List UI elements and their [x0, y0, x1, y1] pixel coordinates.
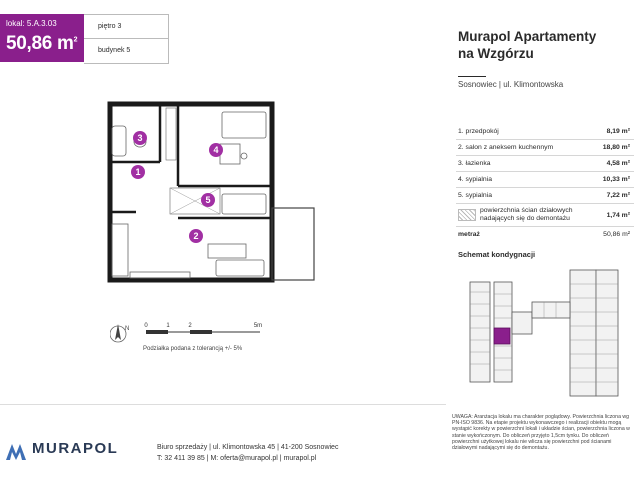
sales-office-address: Biuro sprzedaży | ul. Klimontowska 45 | 41-200 Sosnowiec — [157, 444, 339, 451]
unit-area-value: 50,86 — [6, 33, 53, 54]
room-number-4: 4 — [213, 145, 219, 155]
highlighted-unit-marker — [494, 328, 510, 344]
scale-tick: 0 — [144, 323, 148, 329]
scale-tolerance-note: Podziałka podana z tolerancją +/- 5% — [143, 346, 243, 352]
unit-area-unit: m — [57, 33, 74, 54]
scale-tick: 5m — [253, 323, 263, 329]
room-name: 5. sypialnia — [458, 192, 493, 199]
unit-properties — [84, 14, 169, 64]
room-area: 7,22 m² — [606, 192, 630, 199]
project-title-line2: na Wzgórzu — [458, 46, 534, 61]
room-area: 8,19 m² — [606, 128, 630, 135]
brand-logo-text: MURAPOL — [32, 440, 119, 457]
room-area: 18,80 m² — [602, 144, 630, 151]
room-row — [456, 140, 634, 156]
room-number-2: 2 — [193, 231, 199, 241]
hatch-swatch — [458, 209, 476, 221]
disclaimer-note: UWAGA: Aranżacja lokalu ma charakter poglądowy. Powierzchnia liczona wg PN-ISO 9836. Na etapie projektu wykonawczego i realizacji obiektu mogą wystąpić korekty w powierzchni lokali i układzie ścian, powierzchnia liczona w stanie wykończonym. Do obliczeń przyjęto 1,5cm tynku. Do obliczeń powierzchni użytkowej lokalu nie wlicza się powierzchni pod ścianami działowymi nadającymi się do demontażu. — [452, 414, 630, 452]
total-area: 50,86 m² — [603, 231, 630, 238]
murapol-logo-icon — [6, 440, 30, 460]
project-title-line1: Murapol Apartamenty — [458, 29, 597, 44]
sales-office-contact — [157, 442, 338, 464]
room-number-5: 5 — [205, 195, 211, 205]
schematic-title: Schemat kondygnacji — [458, 250, 536, 259]
room-name: 3. łazienka — [458, 160, 491, 167]
total-label: metraż — [458, 231, 480, 238]
rooms-table — [456, 124, 634, 242]
unit-id: lokal: 5.A.3.03 — [6, 19, 57, 28]
footer-divider — [0, 404, 446, 405]
building-label: budynek 5 — [98, 47, 131, 54]
unit-area — [6, 33, 77, 55]
project-address: Sosnowiec | ul. Klimontowska — [458, 80, 564, 89]
north-arrow — [110, 324, 129, 342]
unit-area-unit-sup: 2 — [73, 36, 78, 44]
balcony — [272, 208, 314, 280]
room-row — [456, 124, 634, 140]
room-number-3: 3 — [137, 133, 143, 143]
floor-plan — [96, 100, 326, 300]
sales-office-phone-email: T: 32 411 39 85 | M: oferta@murapol.pl | murapol.pl — [157, 455, 317, 462]
project-title — [458, 28, 596, 62]
total-row — [456, 227, 634, 242]
hatch-note: powierzchnia ścian działowych nadających się do demontażu — [480, 207, 573, 222]
hatch-row — [456, 204, 634, 227]
scale-bar — [110, 320, 280, 346]
room-area: 4,58 m² — [606, 160, 630, 167]
room-row — [456, 188, 634, 204]
room-name: 1. przedpokój — [458, 128, 499, 135]
room-area: 10,33 m² — [602, 176, 630, 183]
room-row — [456, 156, 634, 172]
scale-tick: 1 — [166, 323, 170, 329]
room-name: 2. salon z aneksem kuchennym — [458, 144, 554, 151]
room-name: 4. sypialnia — [458, 176, 493, 183]
north-label: N — [125, 326, 130, 332]
title-divider — [458, 76, 486, 77]
hatch-area: 1,74 m² — [606, 212, 630, 219]
scale-tick: 2 — [188, 323, 192, 329]
floor-schematic — [452, 262, 632, 412]
unit-summary-box — [0, 14, 84, 62]
floor-label: piętro 3 — [84, 15, 168, 39]
room-number-1: 1 — [135, 167, 141, 177]
room-row — [456, 172, 634, 188]
